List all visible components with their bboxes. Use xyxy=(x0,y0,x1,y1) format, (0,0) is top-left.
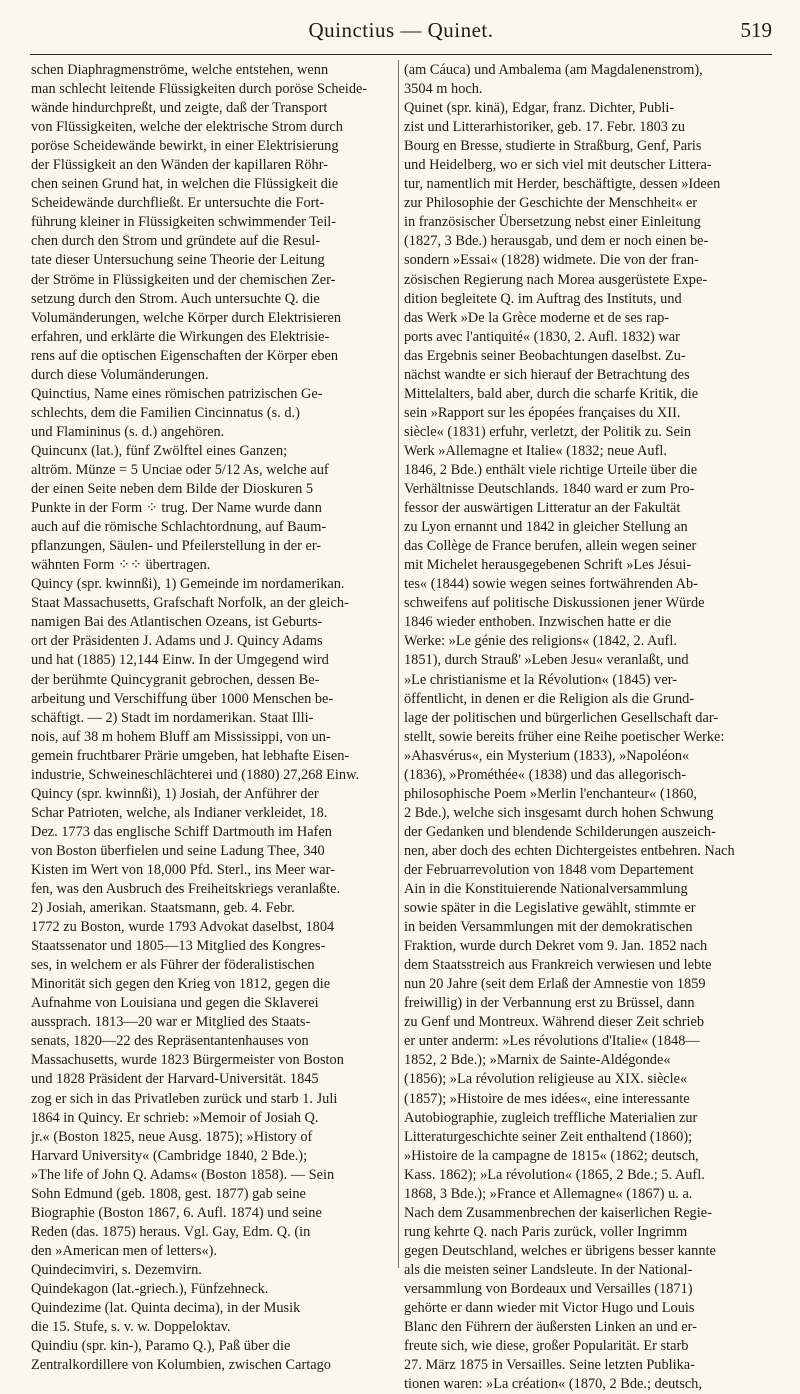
text-line: Verhältnisse Deutschlands. 1840 ward er zum Pro- xyxy=(404,481,695,498)
text-line: Werk »Allemagne et Italie« (1832; neue Aufl. xyxy=(404,442,667,459)
text-line: man schlecht leitende Flüssigkeiten durch poröse Scheide- xyxy=(31,81,368,98)
running-title: Quinctius — Quinet. xyxy=(308,18,494,42)
text-line: das Ergebnis seiner Beobachtungen daselbst. Zu- xyxy=(404,347,686,364)
text-line: namigen Bai des Atlantischen Ozeans, ist Geburts- xyxy=(31,614,323,631)
text-line: Blanc den Führern der äußersten Linken an und er- xyxy=(404,1319,697,1336)
text-line: den »American men of letters«). xyxy=(31,1242,217,1259)
text-line: Harvard University« (Cambridge 1840, 2 Bde.); xyxy=(31,1147,308,1164)
text-line: gegen Deutschland, welches er übrigens besser kannte xyxy=(404,1242,716,1259)
text-line: Werke: »Le génie des religions« (1842, 2. Aufl. xyxy=(404,633,677,650)
text-line: Fraktion, wurde durch Dekret vom 9. Jan. 1852 nach xyxy=(404,938,708,955)
text-line: Scheidewände durchfließt. Er untersuchte die Fort- xyxy=(31,195,325,212)
right-column xyxy=(404,61,774,1394)
text-line: gehörte er dann wieder mit Victor Hugo und Louis xyxy=(404,1300,695,1317)
text-line: Quincy (spr. kwinnßi), 1) Gemeinde im nordamerikan. xyxy=(31,576,345,593)
text-line: jr.« (Boston 1825, neue Ausg. 1875); »History of xyxy=(31,1128,313,1145)
text-line: das Werk »De la Grèce moderne et de ses rap- xyxy=(404,309,670,326)
text-line: der Ströme in Flüssigkeiten und der chemischen Zer- xyxy=(31,271,336,288)
text-line: Autobiographie, zugleich treffliche Materialien zur xyxy=(404,1109,698,1126)
text-line: durch diese Volumänderungen. xyxy=(31,366,209,383)
text-line: siècle« (1831) erfuhr, verletzt, der Politik zu. Sein xyxy=(404,423,692,440)
text-line: (am Cáuca) und Ambalema (am Magdalenenstrom), xyxy=(404,62,703,78)
text-line: Kisten im Wert von 18,000 Pfd. Sterl., ins Meer war- xyxy=(31,861,335,878)
text-line: auch auf die römische Schlachtordnung, auf Baum- xyxy=(31,519,327,536)
text-line: tes« (1844) sowie wegen seines fortwährenden Ab- xyxy=(404,576,698,593)
text-line: 1852, 2 Bde.); »Marnix de Sainte-Aldégonde« xyxy=(404,1052,671,1069)
text-line: versammlung von Bordeaux und Versailles (1871) xyxy=(404,1281,693,1297)
text-line: »The life of John Q. Adams« (Boston 1858). — Sein xyxy=(31,1166,335,1183)
text-line: in beiden Versammlungen mit der demokratischen xyxy=(404,919,693,936)
text-line: (1836), »Prométhée« (1838) und das allegorisch- xyxy=(404,766,687,783)
text-line: dem Staatsstreich aus Frankreich verwiesen und lebte xyxy=(404,957,712,974)
text-line: 2) Josiah, amerikan. Staatsmann, geb. 4. Febr. xyxy=(31,900,295,917)
text-line: schweifens auf politische Diskussionen jener Würde xyxy=(404,595,705,612)
text-line: nun 20 Jahre (seit dem Erlaß der Amnestie von 1859 xyxy=(404,976,706,993)
text-line: gemein fruchtbarer Prärie umgeben, hat lebhafte Eisen- xyxy=(31,747,350,764)
text-line: der Gedanken und blendende Schilderungen auszeich- xyxy=(404,823,716,840)
text-line: Zentralkordillere von Kolumbien, zwischen Cartago xyxy=(31,1357,331,1374)
text-line: das Collège de France berufen, allein wegen seiner xyxy=(404,538,697,555)
text-line: lage der politischen und bürgerlichen Gesellschaft dar- xyxy=(404,709,719,726)
page-number: 519 xyxy=(740,18,772,42)
text-line: der Februarrevolution von 1848 vom Departement xyxy=(404,861,694,878)
text-line: 3504 m hoch. xyxy=(404,81,483,98)
header-rule xyxy=(30,54,772,55)
text-line: (1857); »Histoire de mes idées«, eine interessante xyxy=(404,1090,690,1107)
text-line: und hat (1885) 12,144 Einw. In der Umgegend wird xyxy=(31,652,329,669)
text-line: Ain in die Konstituierende Nationalversammlung xyxy=(404,881,688,898)
text-line: in französischer Übersetzung nebst einer Einleitung xyxy=(404,214,701,231)
text-line: sein »Rapport sur les épopées françaises du XII. xyxy=(404,404,681,421)
text-line: mit Michelet herausgegebenen Schrift »Les Jésui- xyxy=(404,557,692,574)
text-line: zu Genf und Montreux. Während dieser Zeit schrieb xyxy=(404,1014,705,1031)
text-line: pflanzungen, Säulen- und Pfeilerstellung in der er- xyxy=(31,538,322,555)
text-line: als die meisten seiner Landsleute. In der National- xyxy=(404,1261,693,1278)
text-line: Staatssenator und 1805—13 Mitglied des Kongres- xyxy=(31,938,326,955)
text-line: und Heidelberg, wo er sich viel mit deutscher Littera- xyxy=(404,157,712,174)
text-line: senats, 1820—22 des Repräsentantenhauses von xyxy=(31,1033,309,1050)
text-line: Quinet (spr. kinä), Edgar, franz. Dichter, Publi- xyxy=(404,100,675,117)
text-line: schäftigt. — 2) Stadt im nordamerikan. Staat Illi- xyxy=(31,709,314,726)
text-line: Quindezime (lat. Quinta decima), in der Musik xyxy=(31,1300,301,1317)
text-line: freute sich, wie diese, großer Popularität. Er starb xyxy=(404,1338,689,1355)
text-line: ports avec l'antiquité« (1830, 2. Aufl. 1832) war xyxy=(404,328,680,345)
text-line: Quindiu (spr. kin-), Paramo Q.), Paß über die xyxy=(31,1338,291,1355)
text-line: Aufnahme von Louisiana und gegen die Sklaverei xyxy=(31,995,319,1012)
text-line: rens auf die optischen Eigenschaften der Körper eben xyxy=(31,347,339,364)
text-line: 1846, 2 Bde.) enthält viele richtige Urteile über die xyxy=(404,461,698,478)
text-line: sondern »Essai« (1828) widmete. Die von der fran- xyxy=(404,252,699,269)
text-line: freiwillig) in der Verbannung erst zu Brüssel, dann xyxy=(404,995,695,1012)
text-line: öffentlicht, in denen er die Religion als die Grund- xyxy=(404,690,695,707)
text-line: »Le christianisme et la Révolution« (1845) ver- xyxy=(404,671,677,688)
text-line: 1851), durch Strauß' »Leben Jesu« veranlaßt, und xyxy=(404,652,689,669)
text-line: wände hindurchpreßt, und zeigte, daß der Transport xyxy=(31,100,328,117)
text-line: schlechts, dem die Familien Cincinnatus (s. d.) xyxy=(31,404,300,421)
text-line: poröse Scheidewände bewirkt, in einer Elektrisierung xyxy=(31,138,339,155)
text-line: wähnten Form ⁘⁘ übertragen. xyxy=(31,557,211,574)
page-header xyxy=(30,14,772,48)
text-line: Mittelalters, bald aber, durch die scharfe Kritik, die xyxy=(404,385,699,402)
text-line: ort der Präsidenten J. Adams und J. Quincy Adams xyxy=(31,633,323,650)
text-line: 1846 wieder enthoben. Inzwischen hatte er die xyxy=(404,614,672,631)
text-line: Volumänderungen, welche Körper durch Elektrisieren xyxy=(31,309,342,326)
text-line: sowie später in die Legislative gewählt, stimmte er xyxy=(404,900,696,917)
text-line: Sohn Edmund (geb. 1808, gest. 1877) gab seine xyxy=(31,1185,306,1202)
text-line: Bourg en Bresse, studierte in Straßburg, Genf, Paris xyxy=(404,138,702,155)
text-line: Kass. 1862); »La révolution« (1865, 2 Bde.; 5. Aufl. xyxy=(404,1166,705,1183)
text-line: nen, aber doch des echten Dichtergeistes entbehren. Nach xyxy=(404,842,735,859)
text-line: zist und Litterarhistoriker, geb. 17. Febr. 1803 zu xyxy=(404,119,686,136)
text-line: arbeitung und Verschiffung über 1000 Menschen be- xyxy=(31,690,334,707)
text-line: (1856); »La révolution religieuse au XIX. siècle« xyxy=(404,1071,688,1088)
text-line: Minorität sich gegen den Krieg von 1812, gegen die xyxy=(31,976,331,993)
text-line: der einen Seite neben dem Bilde der Dioskuren 5 xyxy=(31,481,314,498)
text-line: altröm. Münze = 5 Unciae oder 5/12 As, welche auf xyxy=(31,461,329,478)
text-line: von Flüssigkeiten, welche der elektrische Strom durch xyxy=(31,119,343,136)
text-line: tionen waren: »La création« (1870, 2 Bde.; deutsch, xyxy=(404,1376,702,1393)
text-line: Massachusetts, wurde 1823 Bürgermeister von Boston xyxy=(31,1052,344,1069)
text-line: tur, namentlich mit Herder, beschäftigte, dessen »Ideen xyxy=(404,176,721,193)
text-line: nois, auf 38 m hohem Bluff am Mississippi, von un- xyxy=(31,728,331,745)
text-line: »Ahasvérus«, ein Mysterium (1833), »Napoléon« xyxy=(404,747,690,764)
text-line: Dez. 1773 das englische Schiff Dartmouth im Hafen xyxy=(31,823,332,840)
text-line: führung kleiner in Flüssigkeiten schwimmender Teil- xyxy=(31,214,337,231)
text-line: der Flüssigkeit an den Wänden der kapillaren Röhr- xyxy=(31,157,328,174)
text-line: Quinctius, Name eines römischen patrizischen Ge- xyxy=(31,385,323,402)
text-line: fen, was den Ausbruch des Freiheitskriegs veranlaßte. xyxy=(31,881,341,898)
text-line: Quincunx (lat.), fünf Zwölftel eines Ganzen; xyxy=(31,442,288,459)
text-line: rung kehrte Q. nach Paris zurück, voller Ingrimm xyxy=(404,1223,688,1240)
text-line: ses, in welchem er als Führer der föderalistischen xyxy=(31,957,315,974)
text-line: Schar Patrioten, welche, als Indianer verkleidet, 18. xyxy=(31,804,328,821)
text-line: fessor der auswärtigen Litteratur an der Fakultät xyxy=(404,500,681,517)
text-line: aussprach. 1813—20 war er Mitglied des Staats- xyxy=(31,1014,311,1031)
text-line: Reden (das. 1875) heraus. Vgl. Gay, Edm. Q. (in xyxy=(31,1223,311,1240)
text-line: erfahren, und erklärte die Wirkungen des Elektrisie- xyxy=(31,328,330,345)
text-line: tate dieser Untersuchung seine Theorie der Leitung xyxy=(31,252,325,269)
text-line: und Flamininus (s. d.) angehören. xyxy=(31,423,225,440)
text-line: Quincy (spr. kwinnßi), 1) Josiah, der Anführer der xyxy=(31,785,319,802)
text-line: nächst wandte er sich hierauf der Betrachtung des xyxy=(404,366,690,383)
text-line: zösischen Regierung nach Morea ausgerüstete Expe- xyxy=(404,271,708,288)
text-line: Quindekagon (lat.-griech.), Fünfzehneck. xyxy=(31,1281,269,1297)
text-line: chen durch den Strom und gründete auf die Resul- xyxy=(31,233,321,250)
text-line: setzung durch den Strom. Auch untersuchte Q. die xyxy=(31,290,320,307)
text-line: Staat Massachusetts, Grafschaft Norfolk, an der gleich- xyxy=(31,595,349,612)
text-line: von Boston überfielen und seine Ladung Thee, 340 xyxy=(31,842,325,859)
left-column xyxy=(31,61,399,1375)
text-line: die 15. Stufe, s. v. w. Doppeloktav. xyxy=(31,1319,231,1336)
text-line: Nach dem Zusammenbrechen der kaiserlichen Regie- xyxy=(404,1204,712,1221)
text-line: 1772 zu Boston, wurde 1793 Advokat daselbst, 1804 xyxy=(31,919,335,936)
text-line: industrie, Schweineschlächterei und (1880) 27,268 Einw. xyxy=(31,766,360,783)
text-line: Quindecimviri, s. Dezemvirn. xyxy=(31,1261,202,1278)
text-line: zur Philosophie der Geschichte der Menschheit« er xyxy=(404,195,698,212)
text-line: schen Diaphragmenströme, welche entstehen, wenn xyxy=(31,62,329,78)
text-line: er unter anderm: »Les révolutions d'Italie« (1848— xyxy=(404,1033,700,1050)
text-line: Litteraturgeschichte seiner Zeit enthaltend (1860); xyxy=(404,1128,693,1145)
text-line: 2 Bde.), welche sich insgesamt durch hohen Schwung xyxy=(404,804,714,821)
text-line: stellt, sowie bereits früher eine Reihe poetischer Werke: xyxy=(404,728,725,745)
text-line: und 1828 Präsident der Harvard-Universität. 1845 xyxy=(31,1071,319,1088)
text-line: Biographie (Boston 1867, 6. Aufl. 1874) und seine xyxy=(31,1204,322,1221)
text-line: 1864 in Quincy. Er schrieb: »Memoir of Josiah Q. xyxy=(31,1109,319,1126)
text-line: »Histoire de la campagne de 1815« (1862; deutsch, xyxy=(404,1147,699,1164)
text-line: zog er sich in das Privatleben zurück und starb 1. Juli xyxy=(31,1090,338,1107)
text-line: 1868, 3 Bde.); »France et Allemagne« (1867) u. a. xyxy=(404,1185,693,1202)
text-line: philosophische Poem »Merlin l'enchanteur« (1860, xyxy=(404,785,697,802)
text-line: zu Lyon ernannt und 1842 in gleicher Stellung an xyxy=(404,519,688,536)
text-line: der berühmte Quincygranit gebrochen, dessen Be- xyxy=(31,671,320,688)
text-line: chen seinen Grund hat, in welchen die Flüssigkeit die xyxy=(31,176,339,193)
text-line: (1827, 3 Bde.) herausgab, und dem er noch einen be- xyxy=(404,233,709,250)
text-line: Punkte in der Form ⁘ trug. Der Name wurde dann xyxy=(31,500,322,517)
text-line: dition begleitete Q. im Auftrag des Instituts, und xyxy=(404,290,682,307)
text-line: 27. März 1875 in Versailles. Seine letzten Publika- xyxy=(404,1357,695,1374)
